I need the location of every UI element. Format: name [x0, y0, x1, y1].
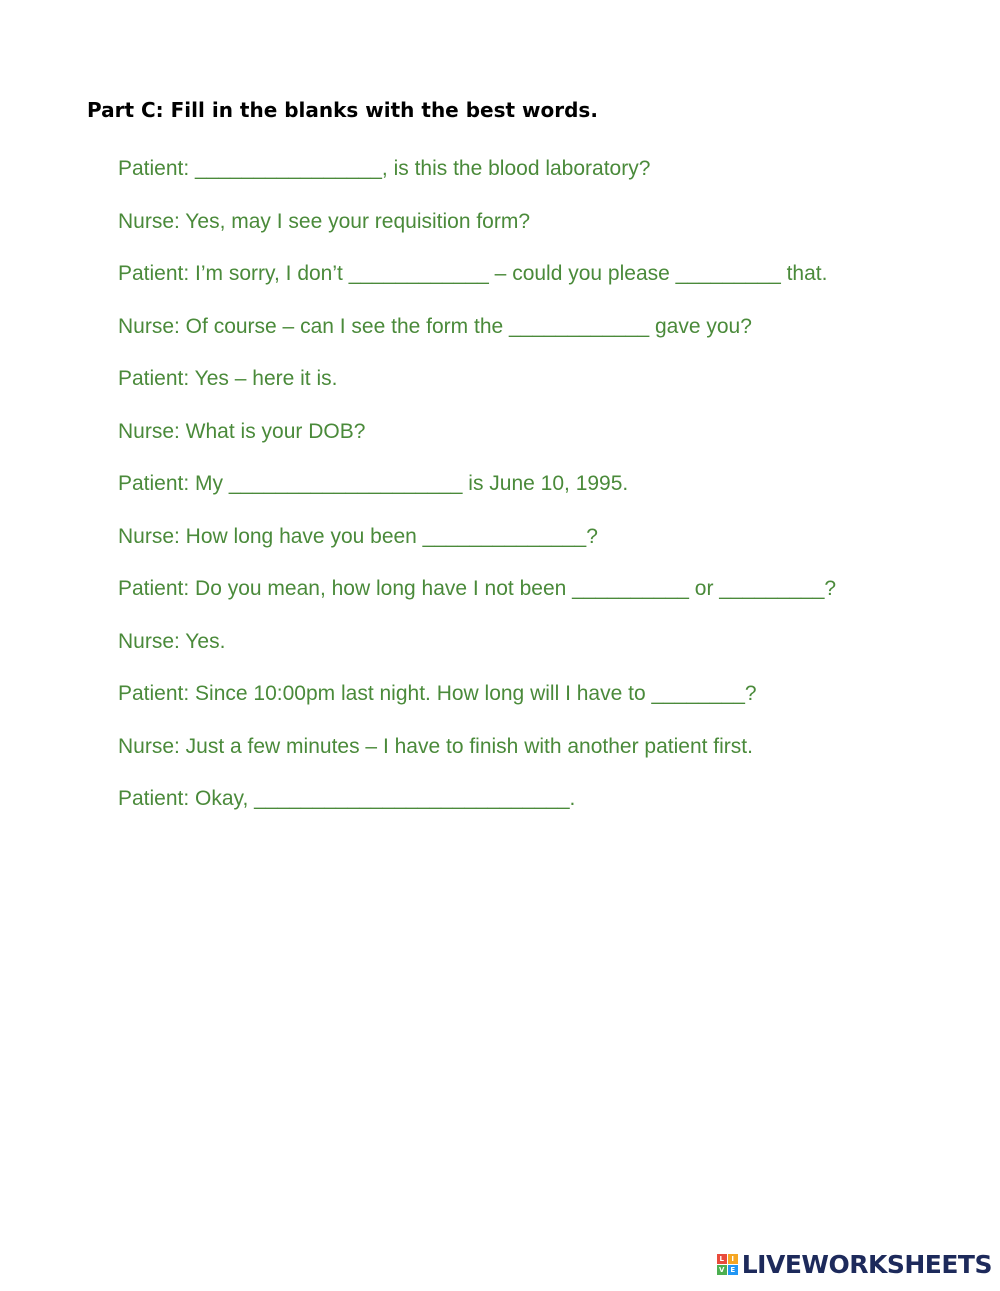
dialogue-line: Nurse: Yes, may I see your requisition form?: [118, 209, 531, 233]
dialogue-line: Nurse: What is your DOB?: [118, 419, 366, 443]
dialogue-line: Nurse: Of course – can I see the form the ____________ gave you?: [118, 314, 752, 338]
logo-letter: L: [717, 1254, 727, 1264]
dialogue-line: Patient: Yes – here it is.: [118, 367, 338, 390]
dialogue-line: Patient: Okay, ___________________________.: [118, 787, 576, 810]
logo-letter: E: [728, 1265, 738, 1275]
dialogue-line: Patient: Since 10:00pm last night. How long will I have to ________?: [118, 682, 757, 705]
dialogue-line: Nurse: How long have you been ______________?: [118, 524, 598, 548]
logo-letter: I: [728, 1254, 738, 1264]
dialogue-line: Patient: ________________, is this the blood laboratory?: [118, 157, 651, 180]
logo-letter: V: [717, 1265, 727, 1275]
liveworksheets-logo: [717, 1250, 992, 1279]
dialogue: [118, 154, 978, 837]
dialogue-line: Patient: Do you mean, how long have I not been __________ or _________?: [118, 577, 837, 600]
dialogue-line: Nurse: Just a few minutes – I have to finish with another patient first.: [118, 734, 753, 758]
logo-mark-icon: [717, 1254, 738, 1275]
logo-text: LIVEWORKSHEETS: [741, 1250, 992, 1279]
dialogue-line: Patient: I’m sorry, I don’t ____________ – could you please _________ that.: [118, 262, 828, 285]
section-heading: Part C: Fill in the blanks with the best words.: [87, 98, 598, 122]
dialogue-line: Patient: My ____________________ is June 10, 1995.: [118, 472, 629, 495]
dialogue-line: Nurse: Yes.: [118, 629, 226, 653]
